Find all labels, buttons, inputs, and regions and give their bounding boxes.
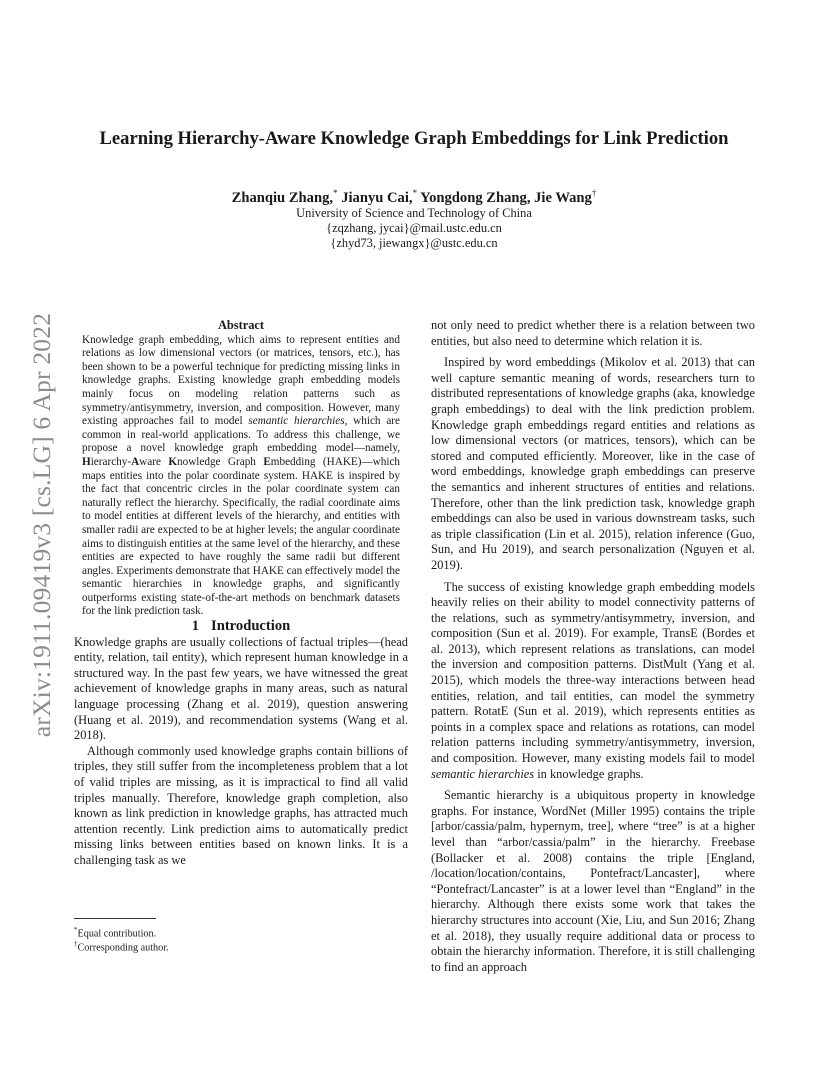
section-number: 1 bbox=[191, 618, 200, 635]
intro-paragraph-2: Although commonly used knowledge graphs contain billions of triples, they still suffer from the incompleteness problem that a lot of valid triples are missing, as it is impractical to find all valid triples manually. Therefore, knowledge graph completion, also known as link prediction in knowledge graphs, has attracted much attention recently. Link prediction aims to automatically predict missing links between entities based on known links. It is a challenging task as we bbox=[74, 743, 408, 867]
right-paragraph-3: Semantic hierarchy is a ubiquitous property in knowledge graphs. For instance, WordNet (Miller 1995) contains the triple [arbor/cassia/palm, hypernym, tree], where “tree” is at a higher level than “arbor/cassia/palm” in the hierarchy. Freebase (Bollacker et al. 2008) contains the triple [England, /location/location/contains, Pontefract/Lancaster], where “Pontefract/Lancaster” is at a lower level than “England” in the hierarchy. Although there exists some work that takes the hierarchy structures into account (Xie, Liu, and Sun 2016; Zhang et al. 2018), they usually require additional data or process to obtain the hierarchy information. Therefore, it is still challenging to find an approach bbox=[431, 788, 755, 974]
right-paragraph-1: Inspired by word embeddings (Mikolov et al. 2013) that can well capture semantic meaning of words, researchers turn to distributed representations of knowledge graphs (aka, knowledge graph embeddings) to deal with the link prediction problem. Knowledge graph embeddings regard entities and relations as low dimensional vectors (or matrices, tensors), which can be stored and computed efficiently. Moreover, like in the case of word embeddings, knowledge graph embeddings can preserve the semantics and inherent structures of entities and relations. Therefore, other than the link prediction task, knowledge graph embeddings can also be used in various downstream tasks, such as triple classification (Lin et al. 2015), relation inference (Guo, Sun, and Hu 2019), and search personalization (Nguyen et al. 2019). bbox=[431, 355, 755, 572]
hake-nowledge: nowledge Graph bbox=[177, 455, 264, 468]
right-paragraph-0: not only need to predict whether there is a relation between two entities, but also need to determine which relation it is. bbox=[431, 318, 755, 348]
footnote-1-text: Equal contribution. bbox=[77, 928, 157, 940]
author-2-mark: * bbox=[412, 188, 418, 198]
affiliation-email-1: {zqzhang, jycai}@mail.ustc.edu.cn bbox=[326, 221, 502, 235]
right-paragraph-2 bbox=[431, 580, 755, 783]
hake-k: K bbox=[168, 455, 178, 468]
right-paragraph-2-text-b: in knowledge graphs. bbox=[534, 766, 644, 781]
author-2: Jianyu Cai, bbox=[337, 189, 413, 206]
abstract-body bbox=[74, 334, 408, 619]
author-1: Zhanqiu Zhang, bbox=[231, 189, 334, 206]
right-paragraph-2-text-a: The success of existing knowledge graph embedding models heavily relies on their ability to model connectivity patterns of the relations, such as symmetry/antisymmetry, inversion, and composition (Sun et al. 2019). For example, TransE (Bordes et al. 2013), which represent relations as translations, can model the inversion and composition patterns. DistMult (Yang et al. 2015), which models the three-way interactions between head entities, relation, and tail entities, can model the symmetry pattern. RotatE (Sun et al. 2019), which represents entities as points in a complex space and relations as rotations, can model relation patterns including symmetry/antisymmetry, inversion, and composition. However, many existing models fail to model bbox=[431, 579, 755, 766]
affiliation-institution: University of Science and Technology of China bbox=[296, 206, 532, 220]
right-column bbox=[431, 318, 755, 975]
hake-e: E bbox=[263, 455, 271, 468]
abstract-emphasis: semantic hierarchies bbox=[248, 415, 345, 428]
footnote-2-mark: † bbox=[74, 940, 78, 948]
intro-paragraph-1: Knowledge graphs are usually collections of factual triples—(head entity, relation, tail entity), which represent human knowledge in a structured way. In the past few years, we have witnessed the great achievement of knowledge graphs in many areas, such as natural language processing (Zhang et al. 2019), question answering (Huang et al. 2019), and recommendation systems (Wang et al. 2018). bbox=[74, 634, 408, 743]
arxiv-sidebar bbox=[22, 290, 62, 760]
left-column bbox=[74, 318, 408, 869]
section-title: Introduction bbox=[211, 618, 291, 635]
hake-ware: ware bbox=[139, 455, 169, 468]
abstract-text-3: which maps entities into the polar coordinate system. HAKE is inspired by the fact that concentric circles in the polar coordinate system can naturally reflect the hierarchy. Specifically, the radial coordinate aims to model entities at different levels of the hierarchy, and entities with smaller radii are expected to be at higher levels; the angular coordinate aims to distinguish entities at the same level of the hierarchy, and these entities are expected to have roughly the same radii but different angles. Experiments demonstrate that HAKE can effectively model the semantic hierarchies in knowledge graphs, and significantly outperforms existing state-of-the-art methods on benchmark datasets for the link prediction task. bbox=[82, 455, 400, 618]
paper-title: Learning Hierarchy-Aware Knowledge Graph Embeddings for Link Prediction bbox=[99, 128, 729, 149]
right-paragraph-2-emphasis: semantic hierarchies bbox=[431, 766, 535, 781]
footnote-2 bbox=[74, 938, 169, 954]
footnote-2-text: Corresponding author. bbox=[77, 942, 169, 954]
hake-ierarchy: ierarchy- bbox=[90, 455, 132, 468]
hake-h: H bbox=[82, 455, 91, 468]
footnote-rule bbox=[74, 918, 156, 919]
footnote-1-mark: * bbox=[74, 926, 78, 934]
author-4-mark: † bbox=[591, 188, 597, 198]
hake-a: A bbox=[131, 455, 140, 468]
author-list bbox=[0, 188, 828, 207]
hake-mbedding: mbedding (HAKE)— bbox=[270, 455, 373, 468]
abstract-text-2: , which are common in real-world applications. To address this challenge, we propose a novel knowledge graph embedding model—namely, bbox=[82, 415, 400, 455]
affiliation-email-2: {zhyd73, jiewangx}@ustc.edu.cn bbox=[330, 236, 498, 250]
abstract-text-1: Knowledge graph embedding, which aims to represent entities and relations as low dimensional vectors (or matrices, tensors, etc.), has been shown to be a powerful technique for predicting missing links in knowledge graphs. Existing knowledge graph embedding models mainly focus on modeling relation patterns such as symmetry/antisymmetry, inversion, and composition. However, many existing approaches fail to model bbox=[82, 333, 400, 428]
arxiv-identifier: arXiv:1911.09419v3 [cs.LG] 6 Apr 2022 bbox=[27, 312, 56, 738]
author-3-4: Yongdong Zhang, Jie Wang bbox=[417, 189, 592, 206]
abstract-heading: Abstract bbox=[217, 318, 265, 332]
section-heading-introduction bbox=[74, 619, 408, 635]
author-1-mark: * bbox=[333, 188, 338, 198]
